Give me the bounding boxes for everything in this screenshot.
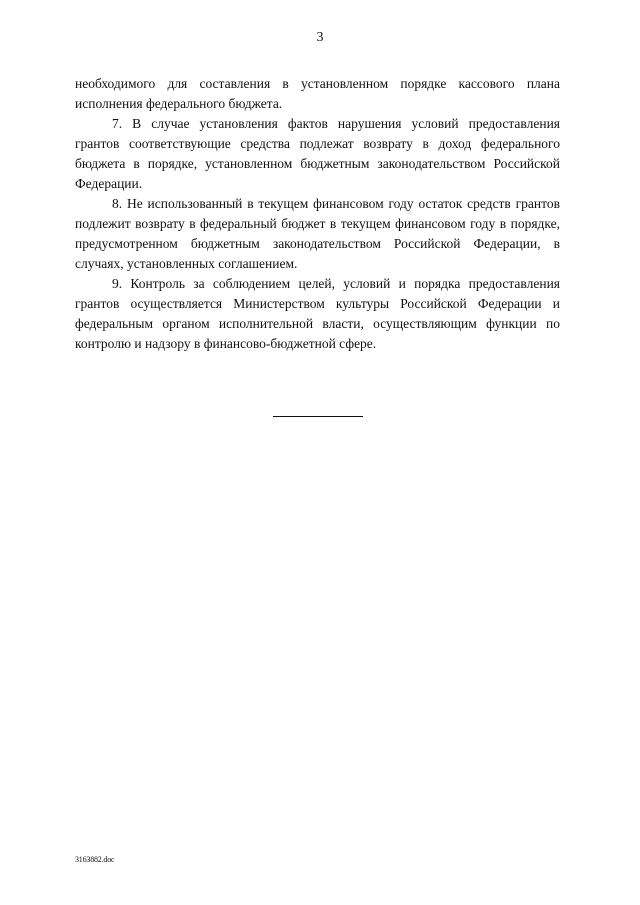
paragraph-9: 9. Контроль за соблюдением целей, условий и порядка предоставления грантов осуществляется Министерством культуры Российской Федерации и федеральным органом исполнительной власти, осуществляющим функции по контролю и надзору в финансово-бюджетной сфере. bbox=[75, 276, 560, 351]
document-code: 3163882.doc bbox=[75, 855, 115, 864]
paragraph-continuation: необходимого для составления в установленном порядке кассового плана исполнения федерального бюджета. bbox=[75, 76, 560, 111]
document-body bbox=[75, 74, 560, 354]
end-of-text-divider bbox=[273, 416, 363, 417]
paragraph-7: 7. В случае установления фактов нарушения условий предоставления грантов соответствующие средства подлежат возврату в доход федерального бюджета в порядке, установленном бюджетным законодательством Российской Федерации. bbox=[75, 116, 560, 191]
paragraph-8: 8. Не использованный в текущем финансовом году остаток средств грантов подлежит возврату в федеральный бюджет в текущем финансовом году в порядке, предусмотренном бюджетным законодательством Российской Федерации, в случаях, установленных соглашением. bbox=[75, 196, 560, 271]
page-number: 3 bbox=[316, 30, 324, 45]
